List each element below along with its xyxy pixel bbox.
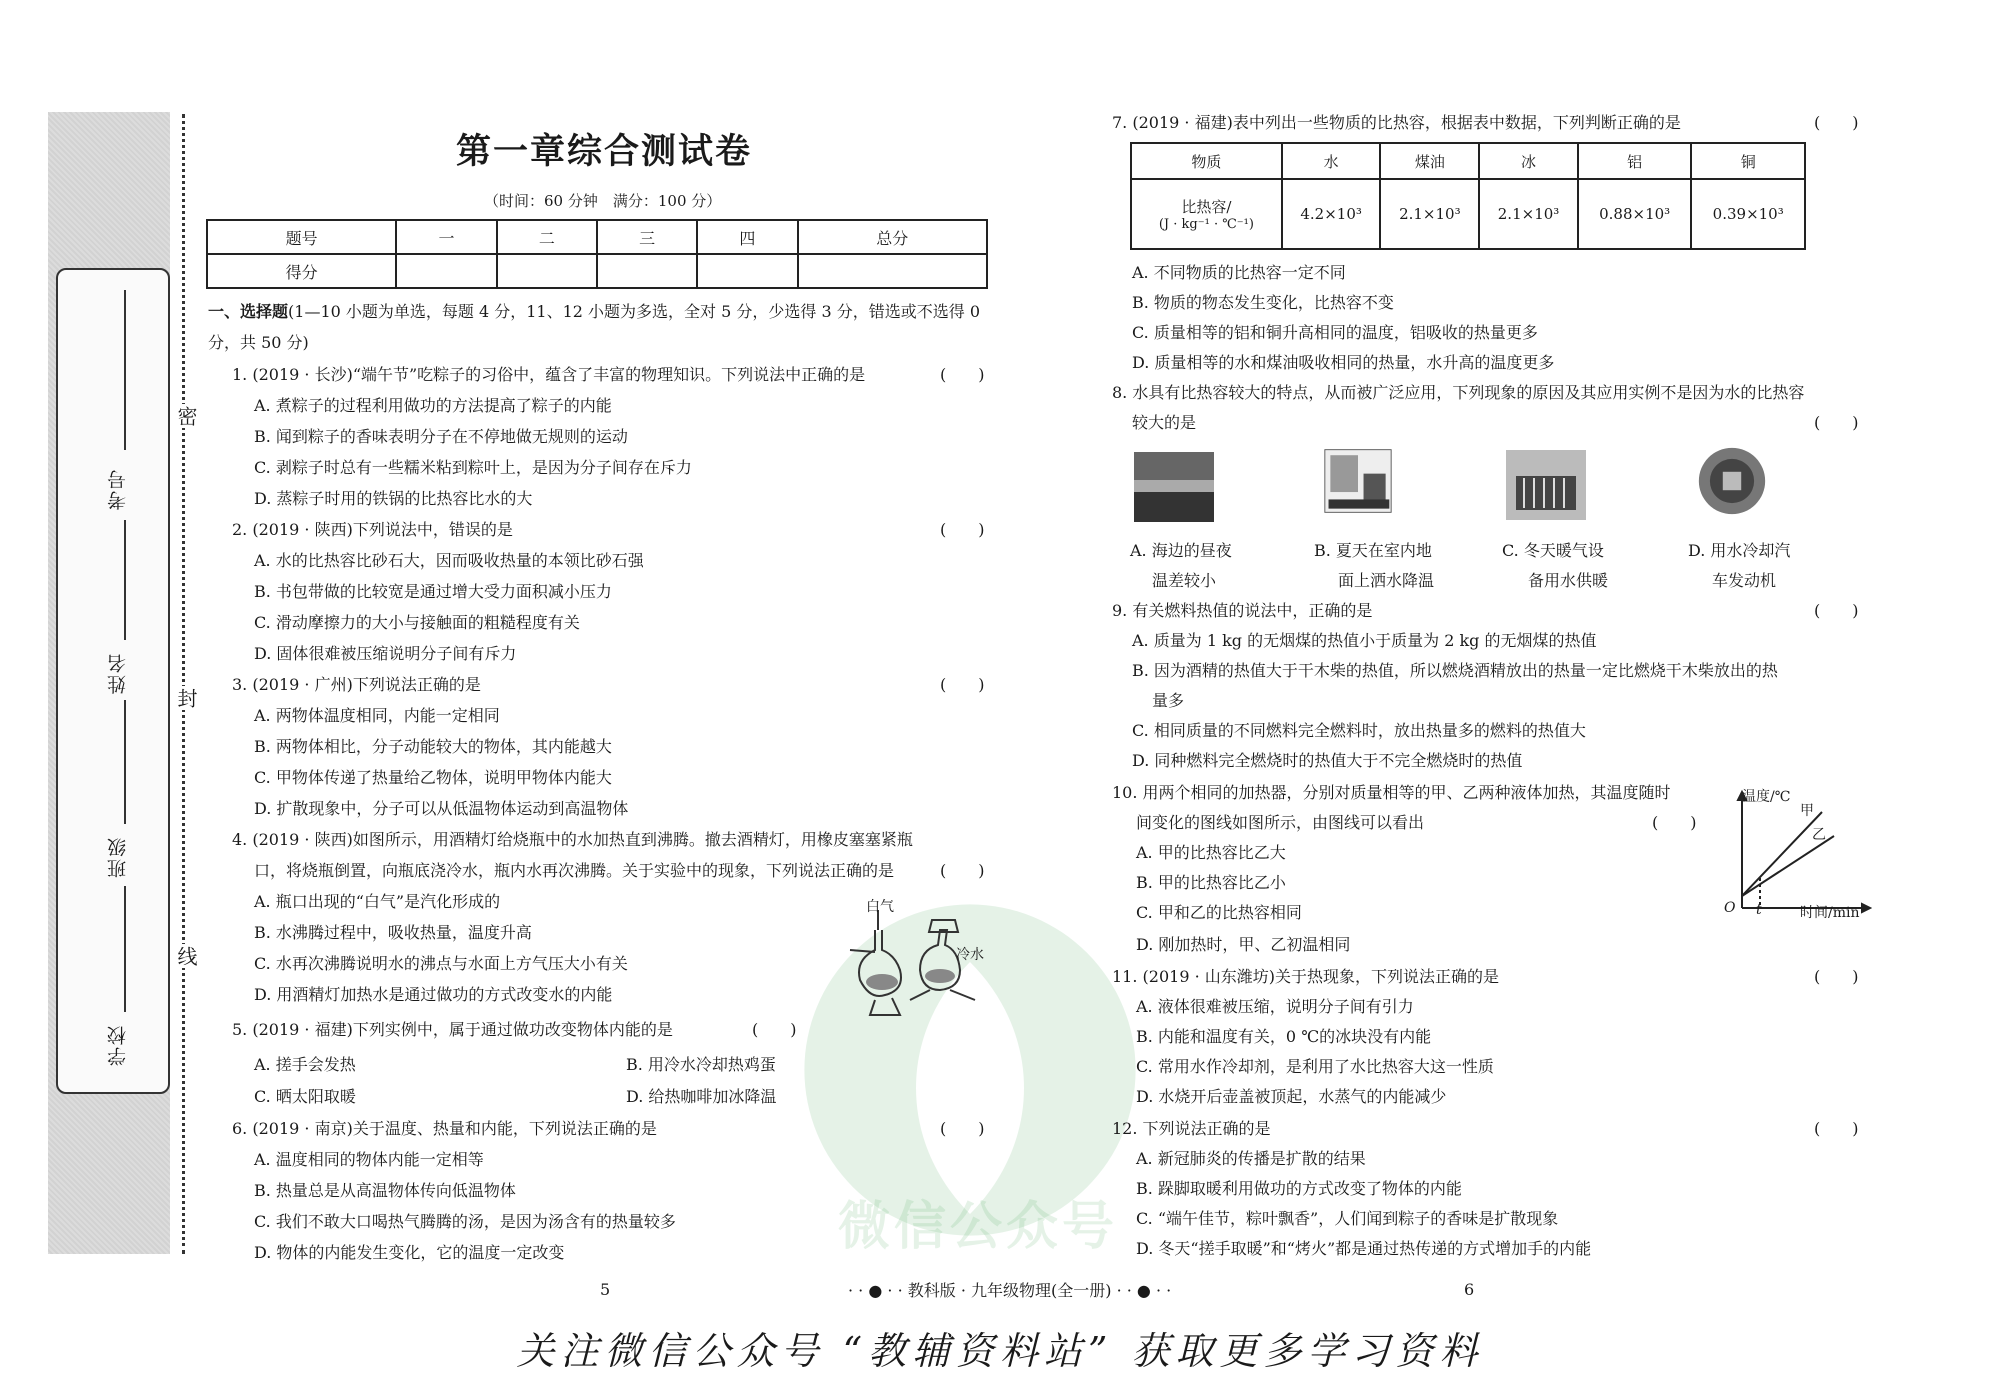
score-cell[interactable] — [597, 254, 697, 288]
score-header-cell: 四 — [697, 220, 797, 254]
graph-series-jia-label: 甲 — [1800, 803, 1814, 819]
heat-table-header: 水 — [1282, 143, 1381, 179]
answer-blank-q1[interactable]: ( ) — [940, 365, 985, 384]
score-cell[interactable] — [497, 254, 597, 288]
page-number-left: 5 — [600, 1280, 611, 1299]
q5-option-d: D. 给热咖啡加冰降温 — [626, 1087, 777, 1106]
q2-option-b: B. 书包带做的比较宽是通过增大受力面积减小压力 — [254, 582, 612, 601]
answer-blank-q3[interactable]: ( ) — [940, 675, 985, 694]
answer-blank-q7[interactable]: ( ) — [1814, 113, 1859, 132]
q4-option-a: A. 瓶口出现的“白气”是汽化形成的 — [254, 892, 501, 911]
q8-option-b-line2: 面上洒水降温 — [1338, 571, 1435, 590]
book-footer: · · ● · · 教科版 · 九年级物理(全一册) · · ● · · — [848, 1281, 1172, 1300]
fig-label-cold-water: 冷水 — [956, 947, 984, 963]
answer-blank-q10[interactable]: ( ) — [1652, 813, 1697, 832]
q3-option-a: A. 两物体温度相同，内能一定相同 — [254, 706, 500, 725]
q12-option-d: D. 冬天“搓手取暖”和“烤火”都是通过热传递的方式增加手的内能 — [1136, 1239, 1592, 1258]
question-6-stem: 6. (2019 · 南京)关于温度、热量和内能，下列说法正确的是 — [232, 1119, 657, 1138]
q1-option-c: C. 剥粽子时总有一些糯米粘到粽叶上，是因为分子间存在斥力 — [254, 458, 692, 477]
promo-banner: 关注微信公众号 “教辅资料站” 获取更多学习资料 — [516, 1329, 1484, 1373]
q9-option-a: A. 质量为 1 kg 的无烟煤的热值小于质量为 2 kg 的无烟煤的热值 — [1132, 631, 1597, 650]
q10-option-d: D. 刚加热时，甲、乙初温相同 — [1136, 935, 1351, 954]
q11-option-b: B. 内能和温度有关，0 ℃的冰块没有内能 — [1136, 1027, 1432, 1046]
seal-mark-feng: 封 — [172, 686, 201, 710]
q4-option-d: D. 用酒精灯加热水是通过做功的方式改变水的内能 — [254, 985, 613, 1004]
car-engine-photo — [1692, 446, 1772, 516]
q6-option-d: D. 物体的内能发生变化，它的温度一定改变 — [254, 1243, 565, 1262]
seal-mark-mi: 密 — [172, 404, 201, 428]
section-header — [208, 296, 990, 358]
fig-label-white-steam: 白气 — [866, 899, 894, 915]
radiator-photo — [1506, 450, 1586, 520]
series-jia-line — [1742, 812, 1822, 896]
field-exam-number-line — [124, 290, 126, 450]
answer-blank-q12[interactable]: ( ) — [1814, 1119, 1859, 1138]
question-10-stem: 10. 用两个相同的加热器，分别对质量相等的甲、乙两种液体加热，其温度随时 — [1112, 783, 1671, 802]
answer-blank-q5[interactable]: ( ) — [752, 1020, 797, 1039]
field-name-line — [124, 520, 126, 640]
score-header-cell: 二 — [497, 220, 597, 254]
heat-table-header: 铜 — [1691, 143, 1805, 179]
graph-t-label: t — [1756, 902, 1762, 918]
answer-blank-q9[interactable]: ( ) — [1814, 601, 1859, 620]
question-9-stem: 9. 有关燃料热值的说法中，正确的是 — [1112, 601, 1373, 620]
q10-option-c: C. 甲和乙的比热容相同 — [1136, 903, 1302, 922]
field-name-label: 姓名 — [107, 652, 129, 694]
heat-table-row-label — [1131, 179, 1282, 249]
q2-option-d: D. 固体很难被压缩说明分子间有斥力 — [254, 644, 517, 663]
q1-option-a: A. 煮粽子的过程利用做功的方法提高了粽子的内能 — [254, 396, 612, 415]
q7-option-d: D. 质量相等的水和煤油吸收相同的热量，水升高的温度更多 — [1132, 353, 1555, 372]
question-10-stem-cont: 间变化的图线如图所示，由图线可以看出 — [1136, 813, 1425, 832]
exam-info: （时间：60 分钟 满分：100 分） — [484, 192, 722, 210]
score-row-label: 得分 — [207, 254, 396, 288]
q8-option-c-line1: C. 冬天暖气设 — [1502, 541, 1604, 560]
section-title: 一、选择题 — [208, 302, 289, 321]
heat-table-cell: 0.88×10³ — [1578, 179, 1692, 249]
field-school-line — [124, 886, 126, 1012]
q2-option-a: A. 水的比热容比砂石大，因而吸收热量的本领比砂石强 — [254, 551, 644, 570]
graph-series-yi-label: 乙 — [1812, 827, 1826, 843]
heat-table-header: 煤油 — [1380, 143, 1479, 179]
q8-option-d-line1: D. 用水冷却汽 — [1688, 541, 1791, 560]
answer-blank-q2[interactable]: ( ) — [940, 520, 985, 539]
q6-option-c: C. 我们不敢大口喝热气腾腾的汤，是因为汤含有的热量较多 — [254, 1212, 676, 1231]
q8-option-b-line1: B. 夏天在室内地 — [1314, 541, 1432, 560]
q7-option-b: B. 物质的物态发生变化，比热容不变 — [1132, 293, 1394, 312]
page-number-right: 6 — [1464, 1280, 1475, 1299]
q8-option-c-line2: 备用水供暖 — [1528, 571, 1609, 590]
answer-blank-q6[interactable]: ( ) — [940, 1119, 985, 1138]
seal-mark-xian: 线 — [172, 944, 201, 968]
question-7-stem: 7. (2019 · 福建)表中列出一些物质的比热容，根据表中数据，下列判断正确的是 — [1112, 113, 1681, 132]
q2-option-c: C. 滑动摩擦力的大小与接触面的粗糙程度有关 — [254, 613, 580, 632]
q3-option-d: D. 扩散现象中，分子可以从低温物体运动到高温物体 — [254, 799, 629, 818]
heat-table-header: 物质 — [1131, 143, 1282, 179]
score-table — [206, 219, 988, 289]
heat-table-cell: 2.1×10³ — [1380, 179, 1479, 249]
field-class-line — [124, 700, 126, 824]
answer-blank-q11[interactable]: ( ) — [1814, 967, 1859, 986]
question-12-stem: 12. 下列说法正确的是 — [1112, 1119, 1271, 1138]
heat-row-label-line1: 比热容/ — [1181, 198, 1232, 216]
field-exam-number-label: 考号 — [107, 468, 129, 510]
q7-option-a: A. 不同物质的比热容一定不同 — [1132, 263, 1346, 282]
heat-row-label-unit: (J · kg⁻¹ · ℃⁻¹) — [1158, 217, 1254, 232]
q12-option-c: C. “端午佳节，粽叶飘香”，人们闻到粽子的香味是扩散现象 — [1136, 1209, 1559, 1228]
q3-option-c: C. 甲物体传递了热量给乙物体，说明甲物体内能大 — [254, 768, 612, 787]
question-8-stem-cont: 较大的是 — [1132, 413, 1197, 432]
q7-option-c: C. 质量相等的铝和铜升高相同的温度，铝吸收的热量更多 — [1132, 323, 1538, 342]
seaside-photo — [1134, 452, 1214, 522]
q11-option-d: D. 水烧开后壶盖被顶起，水蒸气的内能减少 — [1136, 1087, 1447, 1106]
q4-option-c: C. 水再次沸腾说明水的沸点与水面上方气压大小有关 — [254, 954, 628, 973]
q5-option-a: A. 搓手会发热 — [254, 1055, 356, 1074]
heat-table-cell: 2.1×10³ — [1479, 179, 1578, 249]
question-11-stem: 11. (2019 · 山东潍坊)关于热现象，下列说法正确的是 — [1112, 967, 1499, 986]
q6-option-a: A. 温度相同的物体内能一定相等 — [254, 1150, 484, 1169]
field-class-label: 班级 — [107, 836, 129, 878]
question-5-stem: 5. (2019 · 福建)下列实例中，属于通过做功改变物体内能的是 — [232, 1020, 673, 1039]
score-cell[interactable] — [396, 254, 496, 288]
question-1-stem: 1. (2019 · 长沙)“端午节”吃粽子的习俗中，蕴含了丰富的物理知识。下列说法中正确的是 — [232, 365, 866, 384]
q8-option-a-line2: 温差较小 — [1152, 571, 1217, 590]
field-school-label: 学校 — [107, 1024, 129, 1066]
q5-option-c: C. 晒太阳取暖 — [254, 1087, 356, 1106]
q9-option-d: D. 同种燃料完全燃烧时的热值大于不完全燃烧时的热值 — [1132, 751, 1523, 770]
question-8-stem: 8. 水具有比热容较大的特点，从而被广泛应用，下列现象的原因及其应用实例不是因为水的比热容 — [1112, 383, 1805, 402]
q10-option-a: A. 甲的比热容比乙大 — [1136, 843, 1286, 862]
q5-option-b: B. 用冷水冷却热鸡蛋 — [626, 1055, 776, 1074]
heat-table-cell: 4.2×10³ — [1282, 179, 1381, 249]
answer-blank-q8[interactable]: ( ) — [1814, 413, 1859, 432]
q12-option-b: B. 跺脚取暖利用做功的方式改变了物体的内能 — [1136, 1179, 1462, 1198]
question-4-stem-cont: 口，将烧瓶倒置，向瓶底浇冷水，瓶内水再次沸腾。关于实验中的现象，下列说法正确的是 — [254, 861, 895, 880]
floor-water-photo — [1318, 446, 1398, 516]
q1-option-b: B. 闻到粽子的香味表明分子在不停地做无规则的运动 — [254, 427, 628, 446]
question-2-stem: 2. (2019 · 陕西)下列说法中，错误的是 — [232, 520, 513, 539]
section-description: (1—10 小题为单选，每题 4 分，11、12 小题为多选，全对 5 分，少选得 3 分，错选或不选得 0 分，共 50 分) — [208, 302, 981, 352]
q1-option-d: D. 蒸粽子时用的铁锅的比热容比水的大 — [254, 489, 533, 508]
q11-option-a: A. 液体很难被压缩，说明分子间有引力 — [1136, 997, 1414, 1016]
heat-table-header: 冰 — [1479, 143, 1578, 179]
score-cell[interactable] — [697, 254, 797, 288]
q8-option-d-line2: 车发动机 — [1712, 571, 1777, 590]
score-header-cell: 题号 — [207, 220, 396, 254]
question-4-stem: 4. (2019 · 陕西)如图所示，用酒精灯给烧瓶中的水加热直到沸腾。撤去酒精灯，用橡皮塞塞紧瓶 — [232, 830, 913, 849]
graph-y-label: 温度/℃ — [1742, 789, 1791, 805]
q9-option-b: B. 因为酒精的热值大于干木柴的热值，所以燃烧酒精放出的热量一定比燃烧干木柴放出的热 — [1132, 661, 1778, 680]
series-yi-line — [1742, 836, 1834, 896]
score-header-cell: 总分 — [798, 220, 987, 254]
graph-origin-label: O — [1724, 900, 1736, 916]
answer-blank-q4[interactable]: ( ) — [940, 861, 985, 880]
heat-table-cell: 0.39×10³ — [1691, 179, 1805, 249]
page-title: 第一章综合测试卷 — [456, 131, 753, 172]
score-cell[interactable] — [798, 254, 987, 288]
q9-option-b-cont: 量多 — [1152, 691, 1185, 710]
score-header-cell: 三 — [597, 220, 697, 254]
score-header-cell: 一 — [396, 220, 496, 254]
q8-option-a-line1: A. 海边的昼夜 — [1130, 541, 1232, 560]
heat-table-header: 铝 — [1578, 143, 1692, 179]
watermark-text: 微信公众号 — [838, 1196, 1119, 1257]
q9-option-c: C. 相同质量的不同燃料完全燃料时，放出热量多的燃料的热值大 — [1132, 721, 1586, 740]
graph-x-label: 时间/min — [1800, 905, 1860, 921]
specific-heat-table — [1130, 142, 1806, 250]
q11-option-c: C. 常用水作冷却剂，是利用了水比热容大这一性质 — [1136, 1057, 1494, 1076]
q6-option-b: B. 热量总是从高温物体传向低温物体 — [254, 1181, 516, 1200]
binding-dotted-line — [182, 114, 185, 1254]
q4-option-b: B. 水沸腾过程中，吸收热量，温度升高 — [254, 923, 532, 942]
q12-option-a: A. 新冠肺炎的传播是扩散的结果 — [1136, 1149, 1366, 1168]
question-3-stem: 3. (2019 · 广州)下列说法正确的是 — [232, 675, 481, 694]
q3-option-b: B. 两物体相比，分子动能较大的物体，其内能越大 — [254, 737, 612, 756]
q10-option-b: B. 甲的比热容比乙小 — [1136, 873, 1286, 892]
